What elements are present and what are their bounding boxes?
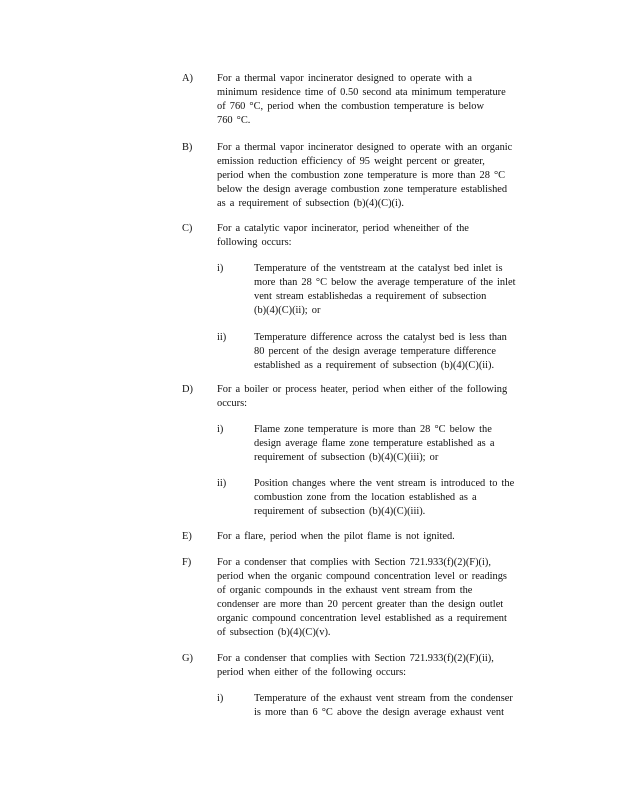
text-line: organic compound concentration level established as a requirement — [217, 613, 507, 624]
text-line: For a condenser that complies with Section 721.933(f)(2)(F)(i), — [217, 557, 491, 568]
text-line: occurs: — [217, 398, 248, 409]
subparagraph-text — [254, 331, 539, 373]
text-line: Flame zone temperature is more than 28 °C below the — [254, 424, 492, 435]
paragraph-marker: E) — [182, 531, 192, 542]
paragraph-text — [217, 383, 539, 411]
text-line: For a condenser that complies with Section 721.933(f)(2)(F)(ii), — [217, 653, 494, 664]
text-line: of organic compounds in the exhaust vent stream from the — [217, 585, 473, 596]
text-line: established as a requirement of subsection (b)(4)(C)(ii). — [254, 360, 495, 371]
text-line: combustion zone from the location established as a — [254, 492, 477, 503]
subparagraph-text — [254, 692, 539, 720]
paragraph-text — [217, 72, 539, 128]
text-line: For a boiler or process heater, period when either of the following — [217, 384, 508, 395]
text-line: For a catalytic vapor incinerator, period wheneither of the — [217, 223, 469, 234]
text-line: emission reduction efficiency of 95 weight percent or greater, — [217, 156, 485, 167]
text-line: For a flare, period when the pilot flame is not ignited. — [217, 531, 455, 542]
text-line: For a thermal vapor incinerator designed to operate with an organic — [217, 142, 513, 153]
text-line: Temperature difference across the catalyst bed is less than — [254, 332, 507, 343]
text-line: condenser are more than 20 percent greater than the design outlet — [217, 599, 504, 610]
text-line: 760 °C. — [217, 115, 251, 126]
text-line: more than 28 °C below the average temperature of the inlet — [254, 277, 516, 288]
paragraph-text — [217, 556, 539, 640]
paragraph-marker: B) — [182, 142, 193, 153]
paragraph-marker: D) — [182, 384, 193, 395]
subparagraph-text — [254, 423, 539, 465]
text-line: Temperature of the ventstream at the catalyst bed inlet is — [254, 263, 503, 274]
subparagraph-marker: i) — [217, 263, 224, 274]
text-line: requirement of subsection (b)(4)(C)(iii). — [254, 506, 426, 517]
subparagraph-marker: i) — [217, 424, 224, 435]
paragraph-text — [217, 222, 539, 250]
subparagraph-marker: ii) — [217, 478, 227, 489]
paragraph-text — [217, 141, 539, 211]
paragraph-marker: G) — [182, 653, 193, 664]
text-line: is more than 6 °C above the design average exhaust vent — [254, 707, 504, 718]
text-line: following occurs: — [217, 237, 292, 248]
text-line: as a requirement of subsection (b)(4)(C)(i). — [217, 198, 404, 209]
paragraph-text — [217, 530, 539, 544]
subparagraph-marker: ii) — [217, 332, 227, 343]
text-line: period when the organic compound concentration level or readings — [217, 571, 507, 582]
text-line: period when either of the following occurs: — [217, 667, 407, 678]
subparagraph-marker: i) — [217, 693, 224, 704]
text-line: 80 percent of the design average temperature difference — [254, 346, 496, 357]
text-line: of 760 °C, period when the combustion temperature is below — [217, 101, 484, 112]
text-line: requirement of subsection (b)(4)(C)(iii); or — [254, 452, 439, 463]
subparagraph-text — [254, 477, 539, 519]
subparagraph-text — [254, 262, 539, 318]
text-line: (b)(4)(C)(ii); or — [254, 305, 321, 316]
paragraph-text — [217, 652, 539, 680]
text-line: below the design average combustion zone temperature established — [217, 184, 508, 195]
text-line: of subsection (b)(4)(C)(v). — [217, 627, 331, 638]
text-line: Position changes where the vent stream is introduced to the — [254, 478, 515, 489]
text-line: period when the combustion zone temperature is more than 28 °C — [217, 170, 506, 181]
text-line: vent stream establishedas a requirement of subsection — [254, 291, 487, 302]
text-line: For a thermal vapor incinerator designed to operate with a — [217, 73, 472, 84]
paragraph-marker: A) — [182, 73, 193, 84]
text-line: Temperature of the exhaust vent stream from the condenser — [254, 693, 513, 704]
paragraph-marker: C) — [182, 223, 193, 234]
text-line: design average flame zone temperature established as a — [254, 438, 495, 449]
text-line: minimum residence time of 0.50 second ata minimum temperature — [217, 87, 506, 98]
paragraph-marker: F) — [182, 557, 192, 568]
